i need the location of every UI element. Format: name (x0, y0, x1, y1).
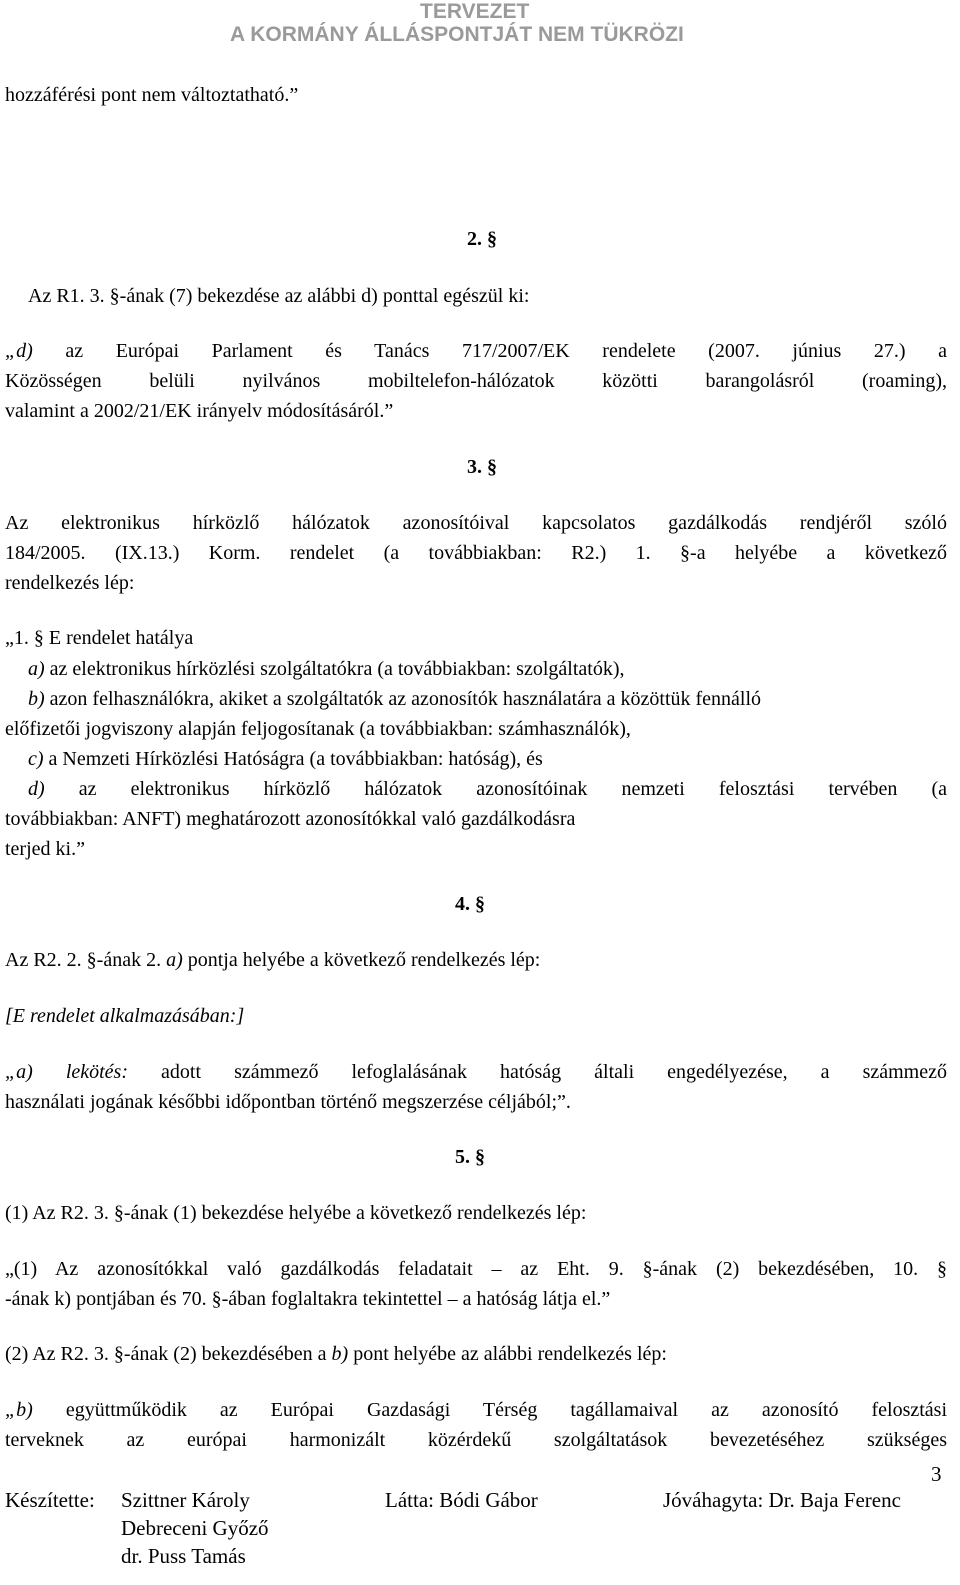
text-line: 184/2005. (IX.13.) Korm. rendelet (a továbbiakban: R2.) 1. §-a helyébe a következő (5, 542, 947, 564)
text-line: előfizetői jogviszony alapján feljogosítanak (a továbbiakban: számhasználók), (5, 718, 631, 740)
text-line: terveknek az európai harmonizált közérdekű szolgáltatások bevezetéséhez szükséges (5, 1429, 947, 1451)
footer-prepared-name: dr. Puss Tamás (121, 1544, 246, 1568)
text-line: „(1) Az azonosítókkal való gazdálkodás feladatait – az Eht. 9. §-ának (2) bekezdésében, 10. § (5, 1258, 947, 1280)
section-heading-4: 4. § (455, 893, 485, 915)
text-line: Közösségen belüli nyilvános mobiltelefon-hálózatok közötti barangolásról (roaming), (5, 370, 947, 392)
text-line: hozzáférési pont nem változtatható.” (5, 84, 299, 106)
text-line: valamint a 2002/21/EK irányelv módosításáról.” (5, 400, 394, 422)
page-number: 3 (931, 1462, 942, 1486)
text-line: Az elektronikus hírközlő hálózatok azonosítóival kapcsolatos gazdálkodás rendjéről szóló (5, 512, 947, 534)
text-line: Az R2. 2. §-ának 2. a) pontja helyébe a következő rendelkezés lép: (5, 949, 541, 971)
text-line: „b) együttműködik az Európai Gazdasági Térség tagállamaival az azonosító felosztási (5, 1399, 948, 1421)
section-heading-5: 5. § (455, 1146, 485, 1168)
text-line: d) az elektronikus hírközlő hálózatok azonosítóinak nemzeti felosztási tervében (a (28, 778, 948, 800)
text-line: [E rendelet alkalmazásában:] (5, 1005, 245, 1027)
section-heading-3: 3. § (467, 456, 497, 478)
text-line: Az R1. 3. §-ának (7) bekezdése az alábbi d) ponttal egészül ki: (28, 285, 530, 307)
footer-approved-by: Jóváhagyta: Dr. Baja Ferenc (663, 1488, 901, 1512)
footer-prepared-name: Debreceni Győző (121, 1516, 269, 1540)
text-line: rendelkezés lép: (5, 572, 135, 594)
footer-prepared-label: Készítette: (5, 1488, 95, 1512)
text-line: a) az elektronikus hírközlési szolgáltatókra (a továbbiakban: szolgáltatók), (28, 658, 625, 680)
draft-watermark-subtitle: A KORMÁNY ÁLLÁSPONTJÁT NEM TÜKRÖZI (230, 23, 684, 46)
draft-watermark-title: TERVEZET (420, 0, 530, 23)
text-line: (2) Az R2. 3. §-ának (2) bekezdésében a b) pont helyébe az alábbi rendelkezés lép: (5, 1343, 667, 1365)
footer-seen-by: Látta: Bódi Gábor (385, 1488, 538, 1512)
text-line: továbbiakban: ANFT) meghatározott azonosítókkal való gazdálkodásra (5, 808, 576, 830)
text-line: (1) Az R2. 3. §-ának (1) bekezdése helyébe a következő rendelkezés lép: (5, 1202, 587, 1224)
text-line: b) azon felhasználókra, akiket a szolgáltatók az azonosítók használatára a közöttük fennálló (28, 688, 762, 710)
text-line: terjed ki.” (5, 838, 85, 860)
section-heading-2: 2. § (467, 228, 497, 250)
text-line: használati jogának későbbi időpontban történő megszerzése céljából;”. (5, 1091, 571, 1113)
footer-prepared-name: Szittner Károly (121, 1488, 250, 1512)
text-line: „1. § E rendelet hatálya (5, 627, 194, 649)
text-line: c) a Nemzeti Hírközlési Hatóságra (a továbbiakban: hatóság), és (28, 748, 543, 770)
text-line: -ának k) pontjában és 70. §-ában foglaltakra tekintettel – a hatóság látja el.” (5, 1288, 611, 1310)
text-line: „a) lekötés: adott számmező lefoglalásának hatóság általi engedélyezése, a számmező (5, 1061, 947, 1083)
text-line: „d) az Európai Parlament és Tanács 717/2007/EK rendelete (2007. június 27.) a (5, 340, 947, 362)
